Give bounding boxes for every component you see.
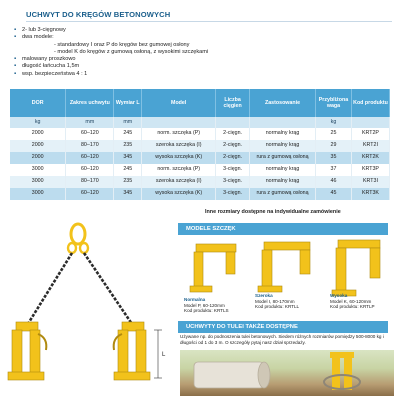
bullet-icon: ▪: [14, 56, 17, 63]
table-row: [10, 152, 390, 164]
model-code: Kod produktu: KRTLL: [255, 304, 300, 310]
col-header-dimension: Wymiar L: [114, 89, 142, 117]
jaw-wide-icon: [258, 242, 310, 292]
model-caption-wide: [255, 293, 299, 310]
pipe-photo-drawing: [180, 350, 394, 396]
table-row: [10, 140, 390, 152]
table-cell: 245: [114, 128, 142, 140]
pipe-lifting-photo: [180, 350, 394, 396]
unit-cell: mm: [66, 117, 114, 128]
table-cell: norm. szczęka (P): [142, 164, 216, 176]
table-cell: 80–170: [66, 140, 114, 152]
model-code: Kod produktu: KRTLP: [330, 304, 375, 310]
table-row: [10, 164, 390, 176]
bullet-icon: ▪: [14, 27, 17, 33]
table-row: [10, 128, 390, 140]
table-cell: 2000: [10, 128, 66, 140]
table-cell: KRT3P: [351, 164, 389, 176]
jaw-high-icon: [332, 240, 380, 296]
table-cell: 60–120: [66, 164, 114, 176]
section-header-sleeve-lifters: UCHWYTY DO TULEI TAKŻE DOSTĘPNE: [178, 321, 388, 333]
spec-subitem: - standardowy I oraz P do kręgów bez gumowej osłony: [54, 41, 190, 48]
dimension-label: L: [162, 352, 166, 358]
page-title: UCHWYT DO KRĘGÓW BETONOWYCH: [26, 10, 171, 19]
table-cell: wysoka szczęka (K): [142, 152, 216, 164]
table-cell: 3-cięgn.: [216, 164, 250, 176]
col-header-weight: Przybliżona waga: [315, 89, 351, 117]
table-cell: 3000: [10, 164, 66, 176]
table-cell: 45: [315, 188, 351, 200]
table-cell: 46: [315, 176, 351, 188]
table-cell: szeroka szczęka (I): [142, 140, 216, 152]
table-cell: 80–170: [66, 176, 114, 188]
table-cell: 2-cięgn.: [216, 152, 250, 164]
spec-item: ▪ dwa modele:: [14, 34, 54, 41]
table-cell: 29: [315, 140, 351, 152]
table-cell: rura z gumową osłoną: [250, 188, 316, 200]
clamp-left-icon: [8, 322, 46, 380]
table-header-row: [10, 89, 390, 117]
table-cell: 345: [114, 188, 142, 200]
model-caption-high: [330, 293, 375, 310]
unit-cell: kg: [315, 117, 351, 128]
unit-cell: [142, 117, 216, 128]
model-spec: Model K, 60-120mm: [330, 298, 372, 304]
unit-cell: mm: [114, 117, 142, 128]
title-divider: [26, 21, 392, 22]
table-cell: 245: [114, 164, 142, 176]
bullet-icon: ▪: [14, 70, 17, 77]
sleeve-lifters-description: Używane np. do podnoszenia tulei betonowych. Siedem różnych rozmiarów pomiędzy 500-8000 kg i długości od 1 do 3 m. O szczegóły pytaj nasz dział sprzedaży.: [180, 334, 384, 345]
table-cell: 2000: [10, 140, 66, 152]
table-cell: 3-cięgn.: [216, 176, 250, 188]
bullet-icon: ▪: [14, 63, 17, 70]
table-cell: 235: [114, 176, 142, 188]
table-cell: 345: [114, 152, 142, 164]
spec-item: ▪ długość łańcucha 1,5m: [14, 63, 80, 70]
table-cell: 2-cięgn.: [216, 128, 250, 140]
table-cell: 3-cięgn.: [216, 188, 250, 200]
jaw-normal-icon: [190, 244, 236, 292]
spec-table: [10, 89, 390, 200]
table-cell: 25: [315, 128, 351, 140]
spec-subitem: - model K do kręgów z gumową osłoną, z wysokimi szczękami: [54, 48, 209, 55]
model-name: Wysoka: [330, 293, 348, 298]
table-units-row: [10, 117, 390, 128]
col-header-use: Zastosowanie: [250, 89, 316, 117]
table-cell: 235: [114, 140, 142, 152]
model-name: Szeroka: [255, 293, 273, 298]
col-header-range: Zakres uchwytu: [66, 89, 114, 117]
unit-cell: kg: [10, 117, 66, 128]
col-header-code: Kod produktu: [351, 89, 389, 117]
spec-item: ▪ malowany proszkowo: [14, 56, 76, 63]
table-cell: normalny krąg: [250, 176, 316, 188]
lifter-illustration: [0, 222, 180, 400]
table-cell: 60–120: [66, 152, 114, 164]
table-cell: 3000: [10, 176, 66, 188]
model-code: Kod produktu: KRTLS: [184, 308, 229, 314]
model-name: Normalna: [184, 297, 206, 302]
table-cell: 3000: [10, 188, 66, 200]
table-cell: 2-cięgn.: [216, 140, 250, 152]
table-cell: KRT3I: [351, 176, 389, 188]
table-cell: KRT3K: [351, 188, 389, 200]
col-header-legs: Liczba cięgien: [216, 89, 250, 117]
table-cell: szeroka szczęka (I): [142, 176, 216, 188]
col-header-model: Model: [142, 89, 216, 117]
model-caption-normal: [184, 297, 229, 314]
section-header-models: MODELE SZCZĘK: [178, 223, 388, 235]
master-link-icon: [68, 224, 88, 253]
spec-list: [14, 27, 208, 78]
table-cell: 60–120: [66, 128, 114, 140]
spec-item: ▪ wsp. bezpieczeństwa 4 : 1: [14, 70, 88, 77]
table-cell: KRT2K: [351, 152, 389, 164]
model-spec: Model P, 60-120mm: [184, 302, 225, 308]
table-cell: wysoka szczęka (K): [142, 188, 216, 200]
chain-icon: [26, 253, 134, 327]
unit-cell: [250, 117, 316, 128]
table-cell: normalny krąg: [250, 128, 316, 140]
table-cell: norm. szczęka (P): [142, 128, 216, 140]
dimension-marker: [154, 330, 162, 378]
table-cell: KRT2P: [351, 128, 389, 140]
table-cell: normalny krąg: [250, 140, 316, 152]
col-header-dor: DOR: [10, 89, 66, 117]
table-cell: normalny krąg: [250, 164, 316, 176]
unit-cell: [216, 117, 250, 128]
table-cell: rura z gumową osłoną: [250, 152, 316, 164]
model-spec: Model I, 80-170mm: [255, 298, 295, 304]
custom-sizes-note: Inne rozmiary dostępne na indywidualne zamówienie: [205, 209, 341, 215]
table-cell: 37: [315, 164, 351, 176]
jaw-models-illustration: [182, 236, 392, 298]
table-cell: KRT2I: [351, 140, 389, 152]
spec-item: ▪ 2- lub 3-cięgnowy: [14, 27, 66, 33]
table-row: [10, 176, 390, 188]
unit-cell: [351, 117, 389, 128]
bullet-icon: ▪: [14, 34, 17, 41]
table-cell: 35: [315, 152, 351, 164]
table-cell: 2000: [10, 152, 66, 164]
table-row: [10, 188, 390, 200]
table-cell: 60–120: [66, 188, 114, 200]
clamp-right-icon: [114, 322, 150, 380]
